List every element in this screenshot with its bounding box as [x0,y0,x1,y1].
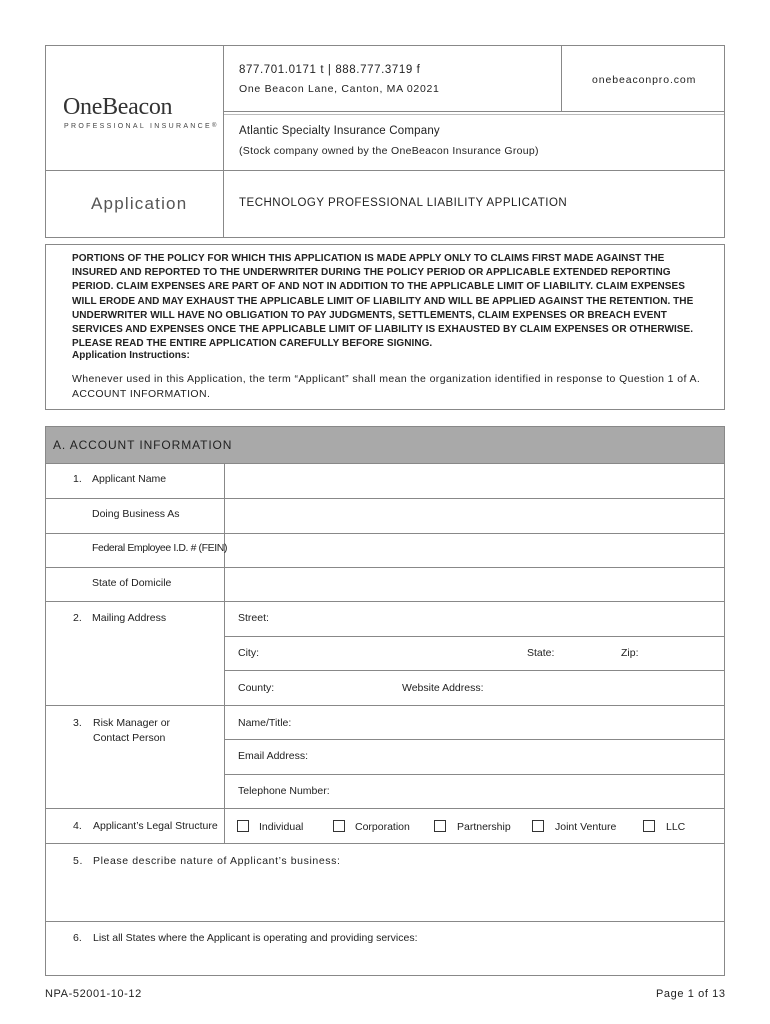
risk-manager-label-line1: Risk Manager or [93,717,171,729]
q6-number: 6. [73,932,82,944]
website-address-label: Website Address: [402,682,484,694]
street-field[interactable] [276,602,724,636]
account-information-section [45,426,725,976]
state-of-domicile-field[interactable] [225,568,724,601]
llc-label: LLC [666,821,686,833]
company-note: (Stock company owned by the OneBeacon Insurance Group) [239,145,539,157]
city-field[interactable] [264,637,524,670]
street-label: Street: [238,612,269,624]
claims-made-notice: PORTIONS OF THE POLICY FOR WHICH THIS APPLICATION IS MADE APPLY ONLY TO CLAIMS FIRST MADE AGAINST THE INSURED AND REPORTED TO THE UNDERWRITER DURING THE POLICY PERIOD OR APPLICABLE EXTENDED REPORTING PERIOD. CLAIM EXPENSES ARE PART OF AND NOT IN ADDITION TO THE APPLICABLE LIMIT OF LIABILITY. CLAIM EXPENSES WILL ERODE AND MAY EXHAUST THE APPLICABLE LIMIT OF LIABILITY AND WILL BE APPLIED AGAINST THE RETENTION. THE UNDERWRITER WILL HAVE NO OBLIGATION TO PAY JUDGMENTS, SETTLEMENTS, CLAIM EXPENSES OR BREACH EVENT SERVICES AND EXPENSES ONCE THE APPLICABLE LIMIT OF LIABILITY IS EXHAUSTED BY CLAIM EXPENSES OR OTHERWISE. PLEASE READ THE ENTIRE APPLICATION CAREFULLY BEFORE SIGNING. [72,253,694,350]
application-label: Application [91,194,188,213]
applicant-name-field[interactable] [225,465,724,498]
website-address-field[interactable] [486,671,724,705]
phone-numbers: 877.701.0171 t | 888.777.3719 f [239,64,421,76]
email-address-field[interactable] [314,740,724,774]
partnership-label: Partnership [457,821,511,833]
business-nature-label: Please describe nature of Applicant’s business: [93,855,341,867]
county-field[interactable] [278,671,398,705]
joint-venture-label: Joint Venture [555,821,617,833]
telephone-number-field[interactable] [334,775,724,808]
name-title-label: Name/Title: [238,717,292,729]
operating-states-label: List all States where the Applicant is operating and providing services: [93,932,418,944]
section-title: A. ACCOUNT INFORMATION [53,438,233,452]
risk-manager-label-line2: Contact Person [93,732,166,744]
business-nature-field[interactable] [66,873,716,917]
section-header [46,427,724,464]
corporation-label: Corporation [355,821,410,833]
dba-label: Doing Business As [92,508,180,520]
zip-field[interactable] [642,637,724,670]
q5-number: 5. [73,855,83,867]
state-label: State: [527,647,555,659]
form-number: NPA-52001-10-12 [45,988,142,1000]
form-title: TECHNOLOGY PROFESSIONAL LIABILITY APPLICATION [239,197,568,209]
website-url: onebeaconpro.com [592,74,697,86]
header-box [45,45,725,238]
partnership-checkbox[interactable] [434,820,446,832]
logo-subtitle: PROFESSIONAL INSURANCE® [64,123,219,130]
mailing-address-label: Mailing Address [92,612,167,624]
instructions-heading: Application Instructions: [72,350,190,361]
company-address: One Beacon Lane, Canton, MA 02021 [239,83,440,95]
operating-states-field[interactable] [66,947,716,973]
name-title-field[interactable] [298,706,724,739]
q4-number: 4. [73,820,82,832]
state-field[interactable] [558,637,620,670]
instructions-body: Whenever used in this Application, the term “Applicant” shall mean the organization identified in response to Question 1 of A. ACCOUNT INFORMATION. [72,373,701,400]
email-address-label: Email Address: [238,750,309,762]
individual-label: Individual [259,821,304,833]
state-of-domicile-label: State of Domicile [92,577,172,589]
dba-field[interactable] [225,499,724,533]
joint-venture-checkbox[interactable] [532,820,544,832]
page-number: Page 1 of 13 [656,988,726,1000]
city-label: City: [238,647,259,659]
county-label: County: [238,682,275,694]
company-name: Atlantic Specialty Insurance Company [239,125,440,137]
fein-label: Federal Employee I.D. # (FEIN) [92,542,228,554]
individual-checkbox[interactable] [237,820,249,832]
applicant-name-label: Applicant Name [92,473,167,485]
logo-wordmark: OneBeacon [63,94,173,120]
telephone-number-label: Telephone Number: [238,785,330,797]
fein-field[interactable] [225,534,724,567]
notice-box [45,244,725,410]
q2-number: 2. [73,612,82,624]
q3-number: 3. [73,717,82,729]
q1-number: 1. [73,473,82,485]
legal-structure-label: Applicant’s Legal Structure [93,820,218,832]
corporation-checkbox[interactable] [333,820,345,832]
llc-checkbox[interactable] [643,820,655,832]
zip-label: Zip: [621,647,639,659]
